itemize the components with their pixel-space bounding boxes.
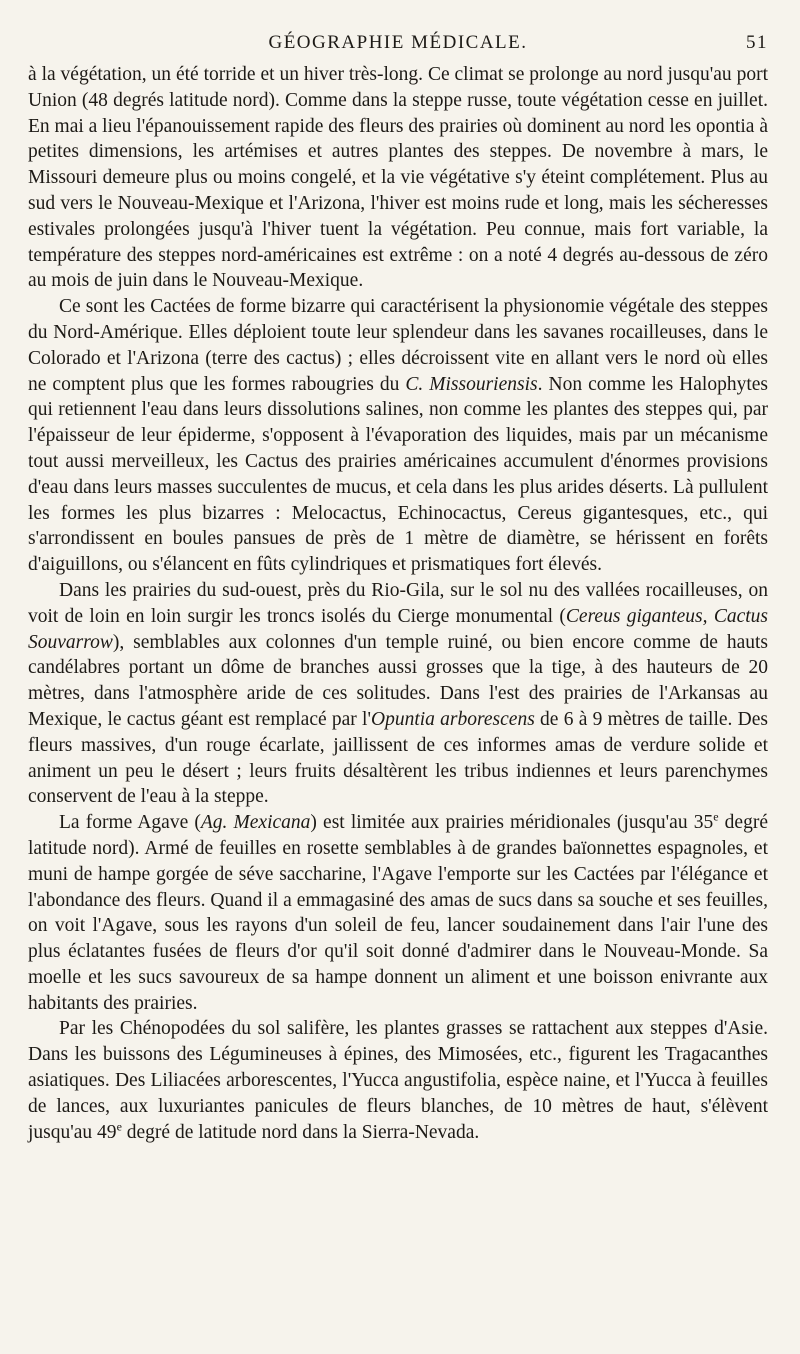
paragraph-3 (28, 578, 768, 810)
paragraph-4 (28, 810, 768, 1016)
paragraph-text: ) est limitée aux prairies méridionales (jusqu'au 35 (310, 812, 714, 834)
superscript: e (116, 1119, 122, 1134)
species-name: Cereus giganteus, Cactus Souvarrow (28, 605, 768, 653)
paragraph-text: ), semblables aux colonnes d'un temple ruiné, ou bien encore comme de hauts candélabres portant un dôme de branches aussi grosses que la tige, à des hauteurs de 20 mètres, dans l'atmosphère aride de ces solitudes. Dans l'est des prairies de l'Arkansas au Mexique, le cactus géant est remplacé par l' (28, 631, 768, 730)
paragraph-2 (28, 294, 768, 578)
species-name: C. Missouriensis (405, 373, 538, 395)
book-page (28, 30, 768, 1145)
paragraph-5 (28, 1016, 768, 1145)
paragraph-text: Ce sont les Cactées de forme bizarre qui caractérisent la physionomie végétale des steppes du Nord-Amérique. Elles déploient toute leur splendeur dans les savanes rocailleuses, dans le Colorado et l'Arizona (terre des cactus) ; elles décroissent vite en allant vers le nord où elles ne comptent plus que les formes rabougries du (28, 296, 768, 395)
paragraph-text: . Non comme les Halophytes qui retiennent l'eau dans leurs dissolutions salines, non comme les plantes des steppes qui, par l'épaisseur de leur épiderme, s'opposent à l'évaporation des liquides, mais par un mécanisme tout aussi merveilleux, les Cactus des prairies américaines accumulent d'énormes provisions d'eau dans leurs masses succulentes de mucus, et cela dans les plus arides déserts. Là pullulent les formes les plus bizarres : Melocactus, Echinocactus, Cereus gigantesques, etc., qui s'arrondissent en boules pansues de près de 1 mètre de diamètre, se hérissent en forêts d'aiguillons, ou s'élancent en fûts cylindriques et prismatiques fort élevés. (28, 373, 768, 576)
running-title: GÉOGRAPHIE MÉDICALE. (268, 32, 528, 53)
paragraph-text: Par les Chénopodées du sol salifère, les plantes grasses se rattachent aux steppes d'Asie. Dans les buissons des Légumineuses à épines, des Mimosées, etc., figurent les Tragacanthes asiatiques. Des Liliacées arborescentes, l'Yucca angustifolia, espèce naine, et l'Yucca à feuilles de lances, aux luxuriantes panicules de fleurs blanches, de 10 mètres de haut, s'élèvent jusqu'au 49 (28, 1018, 768, 1143)
paragraph-text: degré latitude nord). Armé de feuilles en rosette semblables à de grandes baïonnettes espagnoles, et muni de hampe gorgée de séve saccharine, l'Agave l'emporte sur les Cactées par l'élégance et l'abondance des fleurs. Quand il a emmagasiné des amas de sucs dans sa souche et ses feuilles, on voit l'Agave, sous les rayons d'un soleil de feu, lancer soudainement dans l'air l'une des plus éclatantes fusées de fleurs d'or qu'il soit donné d'admirer dans le Nouveau-Monde. Sa moelle et les sucs savoureux de sa hampe donnent un aliment et une boisson enivrante aux habitants des prairies. (28, 812, 768, 1014)
paragraph-text: degré de latitude nord dans la Sierra-Nevada. (121, 1121, 480, 1143)
paragraph-1 (28, 62, 768, 294)
paragraph-text: La forme Agave ( (59, 812, 201, 834)
paragraph-text: à la végétation, un été torride et un hiver très-long. Ce climat se prolonge au nord jusqu'au port Union (48 degrés latitude nord). Comme dans la steppe russe, toute végétation cesse en juillet. En mai a lieu l'épanouissement rapide des fleurs des prairies où dominent au nord les opontia à petites dimensions, les artémises et autres plantes des steppes. De novembre à mars, le Missouri demeure plus ou moins congelé, et la vie végétative s'y éteint complétement. Plus au sud vers le Nouveau-Mexique et l'Arizona, l'hiver est moins rude et long, mais les sécheresses estivales prolongées jusqu'à l'hiver tuent la végétation. Peu connue, mais fort variable, la température des steppes nord-américaines est extrême : on a noté 4 degrés au-dessous de zéro au mois de juin dans le Nouveau-Mexique. (28, 64, 768, 292)
species-name: Opuntia arborescens (371, 708, 535, 730)
species-name: Ag. Mexicana (200, 812, 311, 834)
paragraph-text: de 6 à 9 mètres de taille. Des fleurs massives, d'un rouge écarlate, jaillissent de ces informes amas de verdure solide et animent un peu le désert ; leurs fruits désaltèrent les tribus indiennes et leurs parenchymes conservent de l'eau à la steppe. (28, 708, 769, 808)
superscript: e (713, 809, 719, 824)
page-number: 51 (746, 32, 768, 53)
paragraph-text: Dans les prairies du sud-ouest, près du Rio-Gila, sur le sol nu des vallées rocailleuses, on voit de loin en loin surgir les troncs isolés du Cierge monumental ( (28, 579, 768, 627)
running-header (28, 30, 768, 62)
body-text (28, 62, 768, 1145)
